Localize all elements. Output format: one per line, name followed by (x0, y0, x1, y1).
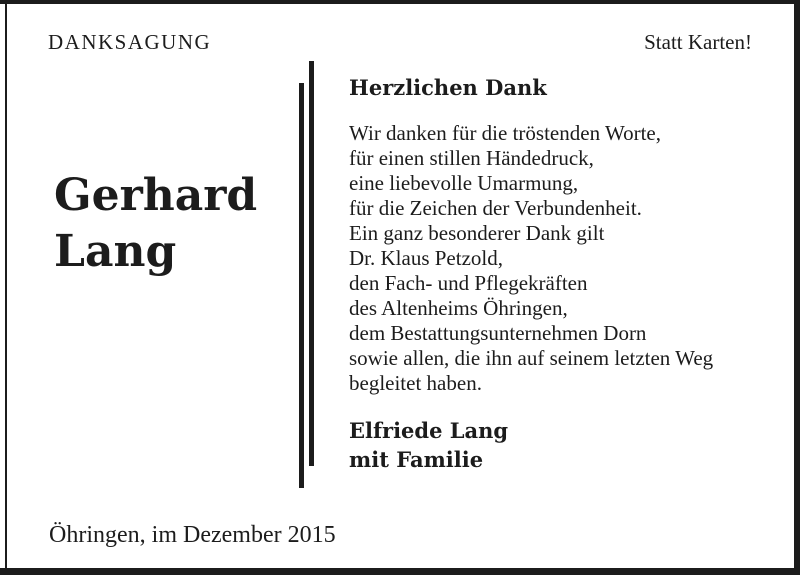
body-line: eine liebevolle Umarmung, (349, 171, 579, 195)
body-line: Ein ganz besonderer Dank gilt (349, 221, 605, 245)
signature-line-2: mit Familie (349, 447, 484, 472)
frame-border-right (794, 0, 800, 575)
double-rule-outer-bar (299, 83, 304, 488)
statt-karten-note: Statt Karten! (644, 30, 752, 54)
double-rule-inner-bar (309, 61, 314, 466)
deceased-name-line-1: Gerhard (54, 170, 258, 221)
body-line: des Altenheims Öhringen, (349, 296, 568, 320)
body-line: für die Zeichen der Verbundenheit. (349, 196, 642, 220)
body-line: sowie allen, die ihn auf seinem letzten Weg (349, 346, 714, 370)
body-line: dem Bestattungsunternehmen Dorn (349, 321, 647, 345)
body-line: den Fach- und Pflegekräften (349, 271, 588, 295)
signature-block (349, 416, 789, 474)
place-date-line: Öhringen, im Dezember 2015 (49, 522, 336, 548)
body-line: begleitet haben. (349, 371, 482, 395)
frame-border-top (0, 0, 800, 4)
body-line: für einen stillen Händedruck, (349, 146, 594, 170)
deceased-name (54, 168, 257, 280)
frame-border-left (5, 4, 7, 568)
signature-line-1: Elfriede Lang (349, 418, 509, 443)
notice-type-label: DANKSAGUNG (48, 30, 212, 54)
deceased-name-line-2: Lang (54, 226, 177, 277)
frame-border-bottom (0, 568, 800, 575)
message-column (349, 75, 789, 474)
message-body (349, 121, 789, 396)
message-heading: Herzlichen Dank (349, 75, 547, 100)
body-line: Dr. Klaus Petzold, (349, 246, 503, 270)
body-line: Wir danken für die tröstenden Worte, (349, 121, 661, 145)
